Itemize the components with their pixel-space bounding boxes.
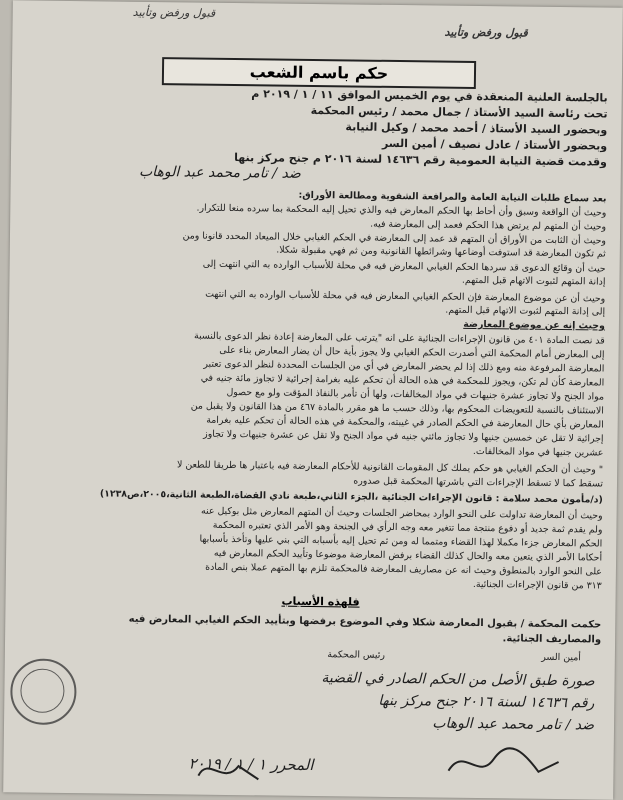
body-line-21: تسقط كما لا تسقط الإجراءات التي باشرتها المحكمة قبل صدوره	[353, 475, 604, 490]
body-line-5: ثم تكون المعارضة قد استوفت أوضاعها وشرائطها القانونية ومن ثم فهي مقبولة شكلا.	[276, 244, 606, 260]
body-line-24: ولم يقدم ثمة جديد أو دفوع منتجة مما تتغير معه وجه الرأي في الجنحة وهو الأمر الذي تعتبره المحكمة	[212, 519, 603, 536]
body-line-16: الاستئناف بالنسبة للتعويضات المحكوم بها، وذلك حسب ما هو مقرر بالمادة ٤٦٧ من هذا القانون ولا يقبل من	[190, 400, 604, 417]
body-line-13: المعارضة المرفوعة منه ومع ذلك إذا لم يحضر المعارض في أي من الجلسات المحددة لنظر الدعوى تعتبر	[203, 358, 605, 375]
body-line-9: إلى إدانة المتهم لثبوت الاتهام قبل المتهم.	[445, 304, 606, 318]
secretary-line: وبحضور الأستاذ / عادل نصيف / أمين السر	[381, 136, 608, 153]
verdict-line-2: والمصاريف الجنائية.	[502, 633, 602, 646]
citation-line: (د/مأمون محمد سلامة : قانون الإجراءات الجنائية ،الجزء الثاني،طبعة نادي القضاة،الطبعة الثانية،٢٠٠٥،ص١٢٣٨)	[99, 488, 603, 506]
body-line-18: إجرائية لا تقل عن خمسين جنيها ولا تجاوز مائتي جنيه في مواد الجنح ولا تقل عن عشرة جنيهات ولا تجاوز	[203, 428, 604, 445]
body-line-7: إدانة المتهم لثبوت الاتهام قبل المتهم.	[461, 274, 606, 288]
body-line-3: وحيث أن المتهم لم يرتض هذا الحكم فعمد إلى المعارضة فيه.	[370, 218, 607, 233]
body-line-2: وحيث أن الواقعة وسبق وأن أحاط بها الحكم المعارض فيه والذي تحيل إليه المحكمة بما سرده منعا للتكرار.	[196, 202, 607, 219]
handwritten-initials	[193, 751, 263, 792]
session-date-line: بالجلسة العلنية المنعقدة في يوم الخميس الموافق ١١ / ١ / ٢٠١٩ م	[251, 87, 608, 105]
body-line-26: أحكاما الأمر الذي يتعين معه والحال كذلك القضاء برفض المعارضة موضوعا وتأييد الحكم المعارض فيه	[213, 547, 603, 564]
body-line-17: المعارض بأي حال المعارضة في الحكم الصادر في غيبته، والمحكمة في هذه الحالة أن تحكم عليه بغرامة	[206, 414, 604, 431]
document-title: حكم باسم الشعب	[162, 57, 476, 89]
body-line-6: حيث أن وقائع الدعوى قد سردها الحكم الغيابي المعارض فيه في محلة للأسباب الوارده به التي انتهت إلى	[202, 258, 606, 275]
body-line-8: وحيث أن عن موضوع المعارضة فإن الحكم الغيابي المعارض فيه في محلة للأسباب الوارده به التي انتهت	[205, 288, 606, 305]
body-line-25: الحكم المعارض جزءا مكملا لهذا القضاء ومتمما له ومن ثم تحيل إليه بأسبابه التي بني عليها وتأخذ بأسبابها	[199, 533, 603, 550]
handwritten-date: المحرر ١ / ١ / ٢٠١٩	[188, 754, 314, 775]
handwritten-line-3: ضد / تامر محمد عبد الوهاب	[432, 715, 595, 734]
body-line-11: قد نصت المادة ٤٠١ من قانون الإجراءات الجنائية على انه "يترتب على المعارضة إعادة نظر الدعوى بالنسبة	[193, 330, 605, 347]
body-line-12: إلى المعارض أمام المحكمة التي أصدرت الحكم الغيابي ولا يجوز بأية حال أن يضار المعارض بناء على	[219, 344, 605, 361]
body-line-1: بعد سماع طلبات النيابة العامة والمرافعة الشفوية ومطالعة الأوراق:	[298, 189, 607, 205]
court-seal-stamp	[10, 658, 77, 725]
reasons-heading: فلهذه الأسباب	[281, 594, 360, 609]
body-line-20: " وحيث أن الحكم الغيابي هو حكم يملك كل المقومات القانونية للأحكام المعارضة فيه باعتبار ها طريقا للطعن لا	[176, 459, 604, 476]
handwritten-top-note: قبول ورفض وتأييد	[132, 5, 216, 20]
body-line-23: وحيث أن المعارضة تداولت على النحو الوارد بمحاضر الجلسات وحيث أن المتهم المعارض مثل بوكيل عنه	[200, 505, 603, 522]
prosecutor-line: وبحضور السيد الأستاذ / أحمد محمد / وكيل النيابة	[345, 120, 608, 137]
handwritten-signature	[443, 741, 564, 787]
handwritten-line-2: رقم ١٤٦٣٦ لسنة ٢٠١٦ جنح مركز بنها	[378, 692, 595, 712]
president-line: تحت رئاسة السيد الأستاذ / جمال محمد / رئيس المحكمة	[310, 103, 608, 121]
judgment-document	[3, 0, 623, 799]
verdict-line-1: حكمت المحكمة / بقبول المعارضة شكلا وفي الموضوع برفضها وبتأييد الحكم الغيابي المعارض فيه	[128, 613, 602, 631]
secretary-label: أمين السر	[541, 651, 581, 664]
body-line-19: عشرين جنيها في مواد المخالفات.	[472, 445, 604, 459]
defendant-name: ضد / تامر محمد عبد الوهاب	[138, 163, 301, 182]
body-line-14: المعارضة كأن لم تكن، ويجوز للمحكمة في هذه الحالة أن تحكم عليه بغرامة إجرائية لا تجاوز مائة جنيه في	[200, 372, 605, 389]
body-line-27: على النحو الوارد بالمنطوق وحيث انه عن مصاريف المعارضة فالمحكمة تلزم بها المتهم عملا بنص المادة	[205, 561, 602, 578]
body-line-28: ٣١٣ من قانون الإجراءات الجنائية.	[472, 578, 602, 592]
body-line-15: مواد الجنح ولا تجاوز عشرة جنيهات في مواد المخالفات، ولها أن تأمر بالنفاذ المؤقت ولو مع حصول	[226, 386, 605, 403]
handwritten-line-1: صورة طبق الأصل من الحكم الصادر في القضية	[321, 670, 595, 690]
top-note-stamp: قبول ورفض وتأييد	[444, 25, 528, 40]
body-line-4: وحيث أن الثابت من الأوراق أن المتهم قد عمد إلى المعارضة في الحكم الغيابي خلال الميعاد المحدد قانونا ومن	[182, 230, 607, 247]
body-subheading: وحيث إنه عن موضوع المعارضة	[463, 318, 605, 332]
president-label: رئيس المحكمة	[327, 649, 385, 661]
case-number-line: وقدمت قضية النيابة العمومية رقم ١٤٦٣٦ لسنة ٢٠١٦ م جنح مركز بنها	[234, 151, 608, 169]
